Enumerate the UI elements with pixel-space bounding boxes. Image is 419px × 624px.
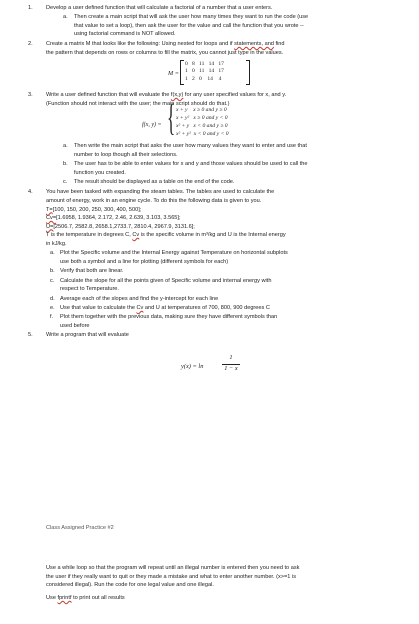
q4f-line2: used before bbox=[60, 322, 90, 329]
q3b-line2: function you created. bbox=[74, 169, 126, 176]
q4-t-values: [100, 150, 200, 250, 300, 400, 500]; bbox=[52, 206, 142, 213]
q3c-letter: c. bbox=[63, 179, 68, 185]
q4c-line1: Calculate the slope for all the points given of Specific volume and internal energy with bbox=[60, 277, 272, 284]
q4b-line1: Verify that both are linear. bbox=[60, 268, 124, 274]
q2-line2: the pattern that depends on rows or columns to fill the matrix, you cannot just type in the values. bbox=[46, 49, 284, 56]
q3a-line2: number to loop though all their selections. bbox=[74, 151, 178, 158]
practice-line3: considered illegal). Run the code for one legal value and one illegal. bbox=[46, 582, 214, 588]
case-2: x + y² x ≥ 0 and y < 0 bbox=[176, 115, 228, 121]
q4-line2: amount of energy, work in an engine cycle. To do this the following data is given to you. bbox=[46, 197, 262, 204]
q1a-line3: using factorial command is NOT allowed. bbox=[74, 31, 176, 37]
q4e-letter: e. bbox=[50, 305, 55, 311]
matrix-left-bracket bbox=[180, 60, 184, 85]
q5-text: Write a program that will evaluate bbox=[46, 332, 129, 338]
q4-number: 4. bbox=[28, 189, 33, 195]
practice-line1: Use a while loop so that the program will repeat until an illegal number is entered then you need to ask bbox=[46, 565, 300, 571]
q3-line1-post: for any user specified values for x, and y. bbox=[183, 92, 287, 98]
q1a-line2: that value to set a loop), then ask the user for the value and call the function that you wrote -- bbox=[74, 22, 304, 29]
q4-cv-values: [1.6958, 1.9364, 2.172, 2.46, 2.639, 3.103, 3.565]; bbox=[56, 215, 181, 221]
q4b-letter: b. bbox=[50, 268, 55, 274]
q4a-line1: Plot the Specific volume and the Internal Energy against Temperature on horizontal subplots bbox=[60, 250, 288, 256]
q4-definition-line1 bbox=[46, 231, 286, 239]
q4-def-pre: T is the temperature in degrees C, bbox=[46, 232, 133, 238]
q4-cv-data bbox=[46, 214, 181, 222]
matrix-row-1: 0 8 11 14 17 bbox=[185, 60, 224, 67]
practice-line2: the user if they really want to quit or they made a mistake and what to enter another number. (x>=1 is bbox=[46, 573, 296, 580]
q4-def-post: is the specific volume in m³/kg and U is the Internal energy bbox=[139, 232, 286, 238]
practice-title: Class Assigned Practice #2 bbox=[46, 525, 114, 531]
case-4: x² + y² x < 0 and y < 0 bbox=[176, 131, 229, 137]
q4e-line1 bbox=[60, 304, 270, 312]
q3c-line1: The result should be displayed as a table on the end of the code. bbox=[74, 179, 235, 185]
q4-u-label: U= bbox=[46, 223, 54, 230]
q3-number: 3. bbox=[28, 92, 33, 98]
q4-t-data bbox=[46, 206, 141, 214]
q4d-line1: Average each of the slopes and find the y-intercept for each line bbox=[60, 295, 219, 302]
q3a-letter: a. bbox=[63, 143, 68, 149]
q4a-line2: use both a symbol and a line for plotting (different symbols for each) bbox=[60, 258, 229, 265]
case-1: x + y x ≥ 0 and y ≥ 0 bbox=[176, 107, 227, 113]
q4e-cv: Cv bbox=[136, 305, 144, 311]
q3b-letter: b. bbox=[63, 161, 68, 167]
q3-line1-underlined: f(x,y) bbox=[170, 92, 184, 98]
q3a-line1: Then write the main script that asks the user how many values they want to enter and use that bbox=[74, 143, 307, 149]
q1a-letter: a. bbox=[63, 14, 68, 20]
equation-numerator: 1 bbox=[229, 354, 233, 361]
q4-t-label: T= bbox=[46, 206, 53, 213]
practice-last-fprintf: fprintf bbox=[57, 595, 72, 601]
q4c-letter: c. bbox=[50, 277, 55, 284]
q4-cv-label: Cv= bbox=[46, 215, 57, 221]
q1-number: 1. bbox=[28, 5, 33, 11]
q4-definition-line2: in kJ/kg. bbox=[46, 240, 67, 247]
cases-brace: { bbox=[167, 97, 176, 139]
q1-text: Develop a user defined function that will calculate a factorial of a number that a user enters. bbox=[46, 5, 273, 11]
equation-lhs: y(x) = ln bbox=[181, 363, 204, 370]
practice-last-pre: Use bbox=[46, 595, 58, 601]
matrix-row-2: 1 0 11 14 17 bbox=[185, 68, 224, 74]
q4-u-data bbox=[46, 223, 195, 231]
q4-u-values: [2506.7, 2582.8, 2658.1,2733.7, 2810.4, 2967.9, 3131.6]; bbox=[53, 223, 195, 230]
q1a-line1: Then create a main script that will ask the user how many times they want to run the code (use bbox=[74, 14, 309, 20]
q4f-letter: f. bbox=[50, 314, 54, 320]
q3b-line1: The user has to be able to enter values for x and y and those values should be used to call the bbox=[74, 161, 308, 167]
q4e-post: and U at temperatures of 700, 800, 900 degrees C bbox=[143, 305, 270, 311]
case-3: x² + y x < 0 and y ≥ 0 bbox=[176, 123, 228, 129]
matrix-row-3: 1 2 0 14 4 bbox=[185, 75, 222, 82]
q4e-pre: Use that value to calculate the bbox=[60, 305, 137, 311]
q3-line2: (Function should not interact with the user; the main script should do that.) bbox=[46, 100, 230, 107]
matrix-right-bracket bbox=[246, 60, 250, 85]
q4-line1: You have been tasked with expanding the steam tables. The tables are used to calculate the bbox=[46, 189, 275, 195]
q4f-line1: Plot them together with the previous data, making sure they have different symbols than bbox=[60, 314, 278, 320]
practice-last-post: to print out all results bbox=[71, 595, 125, 601]
fxy-label: f(x, y) = bbox=[142, 122, 162, 128]
q4d-letter: d. bbox=[50, 295, 55, 302]
matrix-label: M = bbox=[168, 70, 179, 77]
q4a-letter: a. bbox=[50, 250, 55, 256]
q2-number: 2. bbox=[28, 41, 33, 47]
q4-def-cv: Cv bbox=[132, 232, 140, 238]
q3-line1-pre: Write a user defined function that will evaluate the bbox=[46, 92, 171, 98]
q2-line1-post: find bbox=[273, 41, 285, 47]
q4c-line2: respect to Temperature. bbox=[60, 286, 119, 292]
q2-line1-pre: Create a matrix M that looks like the following: Using nested for loops and if bbox=[46, 41, 235, 47]
practice-last-line bbox=[46, 594, 125, 602]
q5-number: 5. bbox=[28, 332, 33, 338]
equation-denominator: 1 − x bbox=[224, 364, 238, 372]
q2-line1-underlined: statements, and bbox=[234, 41, 274, 47]
q2-line1 bbox=[46, 40, 285, 48]
